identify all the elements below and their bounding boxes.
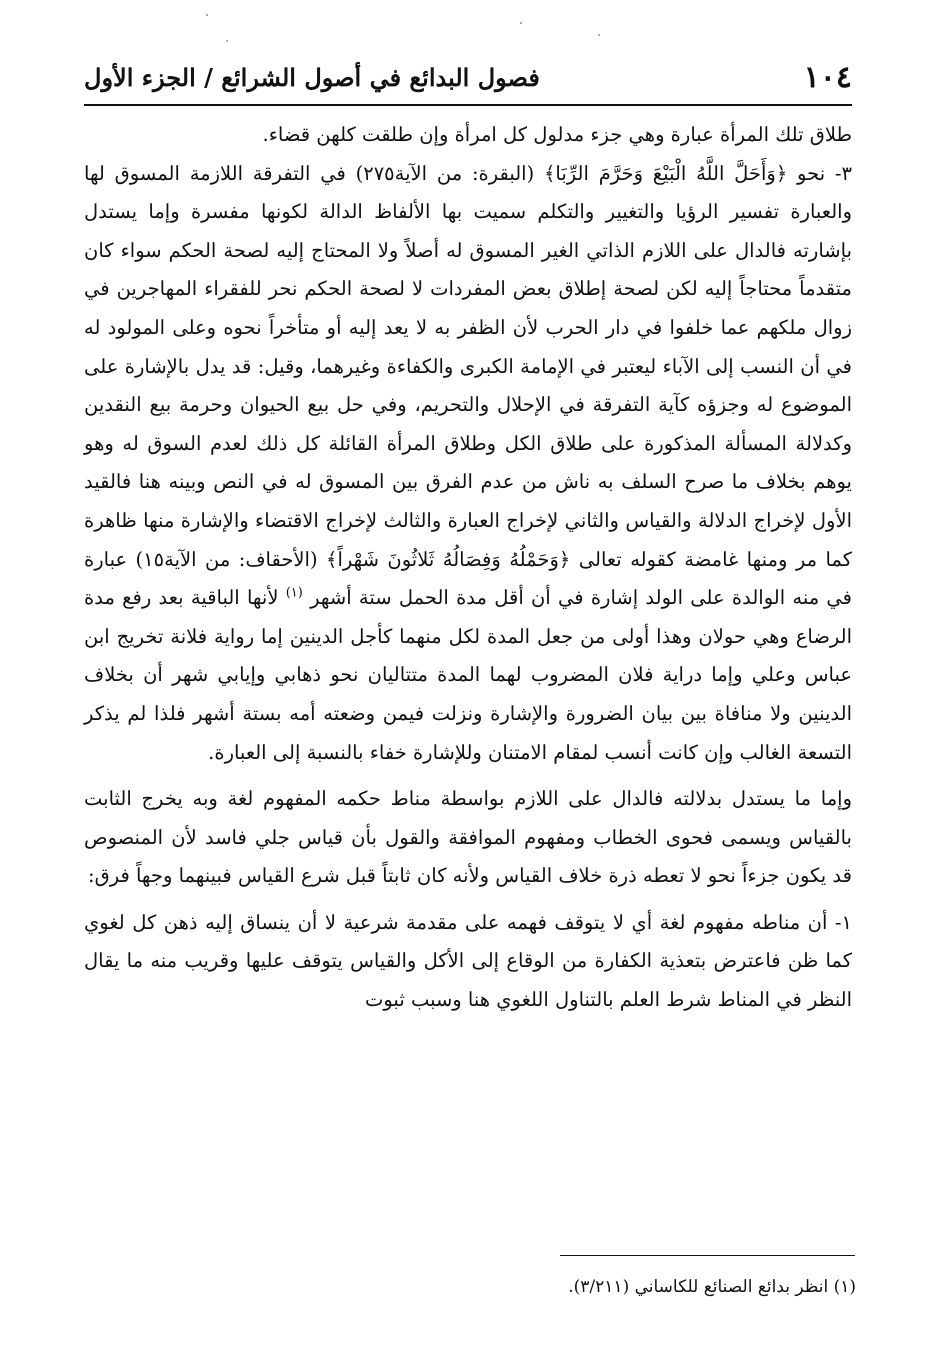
body-text — [84, 116, 852, 1020]
scan-speck — [598, 34, 600, 36]
paragraph-3-text: وإما ما يستدل بدلالته فالدال على اللازم بواسطة مناط حكمه المفهوم لغة وبه يخرج الثابت بالقياس ويسمى فحوى الخطاب ومفهوم الموافقة والقول بأن قياس جلي فاسد لأن المنصوص قد يكون جزءاً نحو لا تعطه ذرة خلاف القياس ولأنه كان ثابتاً قبل شرع القياس فبينهما وجهاً فرق: — [84, 787, 852, 888]
footnote-rule — [560, 1255, 855, 1256]
paragraph-3 — [84, 780, 852, 896]
scan-speck — [206, 14, 208, 16]
scan-speck — [226, 40, 228, 42]
paragraph-2-text: ٣- نحو ﴿وَأَحَلَّ اللَّهُ الْبَيْعَ وَحَرَّمَ الرِّبَا﴾ (البقرة: من الآية٢٧٥) في التفرقة اللازمة المسوق لها والعبارة تفسير الرؤيا والتغيير والتكلم سميت بها الألفاظ الدالة لكونها مفسرة وإما يستدل بإشارته فالدال على اللازم الذاتي الغير المسوق له أصلاً ولا المحتاج إليه لصحة الحكم سواء كان متقدماً محتاجاً إليه لكن لصحة إطلاق بعض المفردات لا لصحة الحكم نحر للفقراء المهاجرين في زوال ملكهم عما خلفوا في دار الحرب لأن الظفر به لا يعد إليه أو متأخراً نحوه وعلى المولود له في أن النسب إلى الآباء ليعتبر في الإمامة الكبرى والكفاءة وغيرهما، وقيل: قد يدل بالإشارة على الموضوع له وجزؤه كآية التفرقة في الإحلال والتحريم، وفي حل بيع الحيوان وحرمة بيع النقدين وكدلالة المسألة المذكورة على طلاق الكل وطلاق المرأة القائلة كل ذلك لعدم السوق له وهو يوهم بخلاف ما صرح السلف به ناش من عدم الفرق بين المسوق له في النص وبينه هنا فالقيد الأول لإخراج الدلالة والقياس والثاني لإخراج العبارة والثالث لإخراج الاقتضاء والإشارة منها ظاهرة كما مر ومنها غامضة كقوله تعالى ﴿وَحَمْلُهُ وَفِصَالُهُ ثَلاثُونَ شَهْراً﴾ (الأحقاف: من الآية١٥) عبارة في منه الوالدة على الولد إشارة في أن أقل مدة الحمل ستة أشهر — [84, 161, 853, 610]
paragraph-4-text: ١- أن مناطه مفهوم لغة أي لا يتوقف فهمه على مقدمة شرعية لا أن ينساق إليه ذهن كل لغوي كما ظن فاعترض بتعذية الكفارة من الوقاع إلى الأكل والقياس يتوقف عليها وقريب منه ما يقال النظر في المناط شرط العلم بالتناول اللغوي هنا وسبب ثبوت — [84, 910, 852, 1012]
page-number: ١٠٤ — [803, 59, 852, 95]
paragraph-2 — [84, 155, 852, 773]
running-title: فصول البدائع في أصول الشرائع / الجزء الأول — [84, 62, 540, 92]
paragraph-4 — [84, 904, 852, 1020]
footnote: (١) انظر بدائع الصنائع للكاساني (٣/٢١١). — [568, 1277, 856, 1297]
page-header — [84, 52, 852, 102]
header-rule — [84, 104, 852, 106]
footnote-reference: (١) — [285, 585, 303, 601]
paragraph-1 — [84, 116, 852, 155]
scan-speck — [520, 22, 522, 24]
paragraph-2-continuation: لأنها الباقية بعد رفع مدة الرضاع وهي حولان وهذا أولى من جعل المدة لكل منهما كأجل الدينين إما رواية فلانة تخريج ابن عباس وعلي وإما دراية فلان المضروب لهما المدة متتاليان نحو ذهابي وإيابي شهر أن بخلاف الدينين ولا منافاة بين بيان الضرورة والإشارة ونزلت فيمن وضعته أمه بستة أشهر فلذا لم يذكر التسعة الغالب وإن كانت أنسب لمقام الامتنان وللإشارة خفاء بالنسبة إلى العبارة. — [84, 586, 852, 764]
paragraph-1-text: طلاق تلك المرأة عبارة وهي جزء مدلول كل امرأة وإن طلقت كلهن قضاء. — [262, 123, 852, 146]
